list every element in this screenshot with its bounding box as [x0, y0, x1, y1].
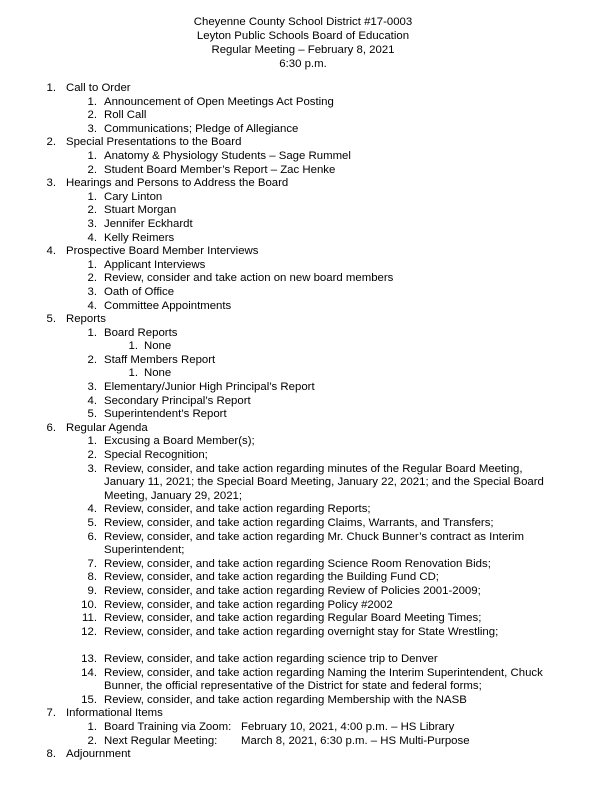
agenda-item-text: Superintendent’s Report	[104, 408, 227, 421]
agenda-subitem-text: None	[144, 340, 172, 353]
agenda-item-text: Review, consider, and take action regarding Review of Policies 2001-2009;	[104, 584, 481, 597]
agenda-item	[0, 599, 606, 613]
agenda-item-text: Review, consider, and take action regarding Policy #2002	[104, 598, 393, 611]
agenda-item-number: 4.	[87, 394, 97, 407]
agenda-item-number: 1.	[87, 720, 97, 733]
agenda-item	[0, 259, 606, 273]
agenda-item-number: 2.	[87, 353, 97, 366]
agenda-item-number: 2.	[87, 449, 97, 462]
agenda-item-text: Student Board Member’s Report – Zac Henke	[104, 163, 336, 176]
agenda-section-text: Hearings and Persons to Address the Board	[66, 177, 289, 190]
agenda-item-number: 3.	[87, 217, 97, 230]
agenda-item-value: March 8, 2021, 6:30 p.m. – HS Multi-Purpose	[241, 734, 470, 747]
agenda-section	[0, 136, 606, 150]
agenda-item-number: 4.	[87, 503, 97, 516]
agenda-section	[0, 707, 606, 721]
agenda-item-number: 1.	[87, 190, 97, 203]
agenda-item-text: Special Recognition;	[104, 449, 208, 462]
agenda-item-number: 10.	[81, 598, 97, 611]
agenda-item-number: 1.	[87, 258, 97, 271]
agenda-section	[0, 82, 606, 96]
agenda-item-text: Review, consider, and take action regarding Science Room Renovation Bids;	[104, 557, 491, 570]
board-name: Leyton Public Schools Board of Education	[196, 30, 410, 42]
agenda-section	[0, 748, 606, 762]
agenda-item-text: Committee Appointments	[104, 299, 232, 312]
agenda-item	[0, 272, 606, 286]
agenda-list	[0, 82, 606, 762]
agenda-item-text: Excusing a Board Member(s);	[104, 435, 255, 448]
document-header	[0, 15, 606, 71]
agenda-item-number: 2.	[87, 734, 97, 747]
agenda-section-number: 2.	[46, 136, 56, 149]
agenda-section-number: 3.	[46, 177, 56, 190]
agenda-item	[0, 123, 606, 137]
agenda-item-number: 15.	[81, 693, 97, 706]
agenda-item	[0, 721, 606, 735]
district-name: Cheyenne County School District #17-0003	[193, 16, 413, 28]
agenda-section	[0, 177, 606, 191]
agenda-item	[0, 204, 606, 218]
agenda-item-number: 1.	[87, 435, 97, 448]
agenda-item	[0, 96, 606, 110]
agenda-item-text: Communications; Pledge of Allegiance	[104, 122, 299, 135]
agenda-item	[0, 653, 606, 667]
agenda-section-number: 7.	[46, 707, 56, 720]
agenda-item-number: 1.	[87, 149, 97, 162]
agenda-item-number: 1.	[87, 95, 97, 108]
agenda-item	[0, 735, 606, 749]
agenda-item	[0, 694, 606, 708]
agenda-item-text: Stuart Morgan	[104, 204, 177, 217]
agenda-item-number: 12.	[81, 625, 97, 638]
agenda-item	[0, 558, 606, 572]
agenda-item	[0, 449, 606, 463]
agenda-item-value: February 10, 2021, 4:00 p.m. – HS Library	[241, 720, 455, 733]
agenda-item-number: 2.	[87, 163, 97, 176]
agenda-item-text: Review, consider, and take action regarding science trip to Denver	[104, 652, 438, 665]
agenda-item-text: Board Training via Zoom:	[104, 720, 232, 733]
agenda-item-text: Staff Members Report	[104, 353, 216, 366]
agenda-item	[0, 327, 606, 341]
agenda-item-text: Review, consider, and take action regarding overnight stay for State Wrestling;	[104, 625, 499, 638]
agenda-item	[0, 232, 606, 246]
agenda-subitem	[0, 367, 606, 381]
agenda-item-text: Secondary Principal’s Report	[104, 394, 251, 407]
agenda-item-number: 3.	[87, 285, 97, 298]
agenda-item-number: 3.	[87, 462, 97, 475]
agenda-item-number: 14.	[81, 666, 97, 679]
agenda-item-text: Board Reports	[104, 326, 178, 339]
agenda-item-number: 8.	[87, 571, 97, 584]
agenda-section	[0, 422, 606, 436]
agenda-subitem	[0, 340, 606, 354]
agenda-section-text: Prospective Board Member Interviews	[66, 245, 259, 258]
agenda-item	[0, 585, 606, 599]
agenda-item	[0, 517, 606, 531]
agenda-item-text: Review, consider, and take action regarding Membership with the NASB	[104, 693, 467, 706]
agenda-item-text: Next Regular Meeting:	[104, 734, 218, 747]
agenda-item	[0, 150, 606, 164]
agenda-section-text: Reports	[66, 313, 106, 326]
agenda-section-number: 8.	[46, 748, 56, 761]
agenda-item	[0, 571, 606, 585]
agenda-item-number: 4.	[87, 231, 97, 244]
agenda-item-number: 2.	[87, 204, 97, 217]
agenda-item-text: Cary Linton	[104, 190, 163, 203]
agenda-item-text: Announcement of Open Meetings Act Posting	[104, 95, 334, 108]
agenda-item	[0, 218, 606, 232]
agenda-item	[0, 109, 606, 123]
agenda-item-text: Review, consider, and take action regarding Claims, Warrants, and Transfers;	[104, 517, 494, 530]
agenda-item	[0, 435, 606, 449]
agenda-section	[0, 245, 606, 259]
agenda-item-number: 13.	[81, 652, 97, 665]
agenda-item	[0, 286, 606, 300]
agenda-item-number: 11.	[82, 612, 97, 625]
agenda-item-text: Jennifer Eckhardt	[104, 217, 193, 230]
agenda-item-number: 3.	[87, 122, 97, 135]
agenda-item-number: 2.	[87, 109, 97, 122]
agenda-item	[0, 612, 606, 626]
agenda-item	[0, 408, 606, 422]
agenda-item-number: 7.	[87, 557, 97, 570]
agenda-section-text: Regular Agenda	[66, 421, 148, 434]
agenda-section-number: 6.	[46, 421, 56, 434]
agenda-item-text: Review, consider, and take action regarding Naming the Interim Superintendent, Chuck Bunner, the official representative of the District for state and federal forms;	[104, 666, 543, 693]
agenda-section-text: Special Presentations to the Board	[66, 136, 242, 149]
agenda-item-text: Kelly Reimers	[104, 231, 175, 244]
agenda-item	[0, 300, 606, 314]
agenda-item-number: 5.	[87, 408, 97, 421]
agenda-item-number: 1.	[87, 326, 97, 339]
agenda-item-text: Review, consider, and take action regarding Mr. Chuck Bunner’s contract as Interim Superintendent;	[104, 530, 524, 557]
agenda-item-text: Oath of Office	[104, 285, 175, 298]
agenda-item-text: Review, consider, and take action regarding the Building Fund CD;	[104, 571, 439, 584]
agenda-section-text: Informational Items	[66, 707, 163, 720]
agenda-item-text: Applicant Interviews	[104, 258, 206, 271]
agenda-section-text: Adjournment	[66, 748, 131, 761]
meeting-time: 6:30 p.m.	[279, 58, 327, 70]
agenda-item-text: Anatomy & Physiology Students – Sage Rummel	[104, 149, 351, 162]
agenda-section-number: 4.	[46, 245, 56, 258]
agenda-item-number: 4.	[87, 299, 97, 312]
agenda-item-number: 3.	[87, 381, 97, 394]
agenda-item-text: Review, consider, and take action regarding minutes of the Regular Board Meeting, January 11, 2021; the Special Board Meeting, January 22, 2021; and the Special Board Meeting, January 29, 2021;	[104, 462, 544, 502]
agenda-item-text: Elementary/Junior High Principal’s Report	[104, 381, 315, 394]
agenda-item-text: Review, consider, and take action regarding Regular Board Meeting Times;	[104, 612, 482, 625]
agenda-item	[0, 164, 606, 178]
agenda-item-text: Roll Call	[104, 109, 147, 122]
agenda-item	[0, 531, 606, 558]
agenda-item	[0, 395, 606, 409]
agenda-item	[0, 503, 606, 517]
agenda-item-text: Review, consider, and take action regarding Reports;	[104, 503, 371, 516]
agenda-section-number: 1.	[46, 82, 56, 94]
agenda-item	[0, 381, 606, 395]
agenda-item-number: 2.	[87, 272, 97, 285]
agenda-item	[0, 626, 606, 653]
agenda-item-number: 9.	[87, 584, 97, 597]
agenda-section	[0, 313, 606, 327]
agenda-item	[0, 191, 606, 205]
agenda-item-number: 5.	[87, 517, 97, 530]
agenda-item	[0, 354, 606, 368]
agenda-section-text: Call to Order	[66, 82, 131, 94]
agenda-subitem-number: 1.	[128, 340, 138, 353]
agenda-item-text: Review, consider and take action on new board members	[104, 272, 394, 285]
agenda-item	[0, 463, 606, 504]
agenda-subitem-text: None	[144, 367, 172, 380]
agenda-item	[0, 667, 606, 694]
agenda-section-number: 5.	[46, 313, 56, 326]
agenda-subitem-number: 1.	[128, 367, 138, 380]
agenda-item-number: 6.	[87, 530, 97, 543]
meeting-title: Regular Meeting – February 8, 2021	[211, 44, 395, 56]
